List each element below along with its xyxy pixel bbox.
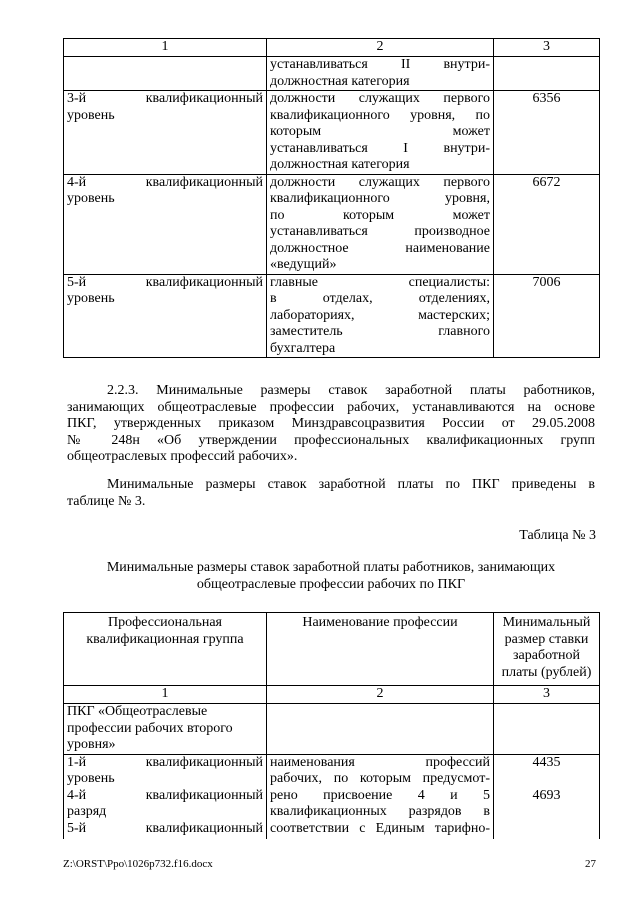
salary-value: 4693	[532, 787, 561, 803]
text-line: которым может	[270, 124, 490, 139]
text-line: профессии рабочих второго	[67, 720, 233, 736]
empty-cell	[267, 704, 494, 755]
text-line: занимающих общеотраслевые профессии рабочих, устанавливаются на основе	[67, 399, 595, 415]
column-number-row	[64, 686, 600, 704]
worker-professions-table	[63, 612, 600, 839]
table-caption	[63, 560, 599, 593]
column-number-2: 2	[267, 39, 494, 57]
text-line: ПКГ, утвержденных приказом Минздравсоцразвития России от 29.05.2008	[67, 416, 595, 431]
text-line: 4-й квалификационный	[67, 787, 263, 803]
header-line: платы (рублей)	[501, 664, 592, 680]
header-line: квалификационная группа	[86, 631, 244, 647]
salary-cell: 6356	[494, 91, 600, 175]
level-cell	[64, 174, 267, 274]
column-number-1: 1	[64, 39, 267, 57]
header-line: Профессиональная	[107, 615, 222, 630]
column-number-2: 2	[267, 686, 494, 704]
salary-cell: 7006	[494, 274, 600, 358]
caption-line: общеотраслевые профессии рабочих по ПКГ	[196, 576, 466, 592]
header-profession-name	[267, 613, 494, 686]
text-line: «ведущий»	[270, 257, 337, 272]
table-header-row	[64, 613, 600, 686]
text-line: общеотраслевых профессий рабочих».	[67, 449, 298, 464]
text-line: должностное наименование	[270, 240, 490, 256]
level-cell	[64, 57, 267, 91]
header-qualification-group	[64, 613, 267, 686]
text-line: устанавливаться производное	[270, 224, 490, 239]
qualification-levels-table	[63, 38, 600, 358]
position-cell	[267, 57, 494, 91]
text-line: должности служащих первого	[270, 91, 490, 106]
table-row	[64, 57, 600, 91]
table-header-row	[64, 39, 600, 57]
text-line: наименования профессий	[270, 754, 490, 770]
text-line: соответствии с Единым тарифно-	[270, 820, 490, 836]
text-line: рено присвоение 4 и 5	[270, 787, 490, 803]
text-line: 4-й квалификационный	[67, 174, 263, 190]
text-line: по которым может	[270, 207, 490, 223]
table-row	[64, 174, 600, 274]
text-line: устанавливаться II внутри-	[270, 57, 490, 72]
column-number-3: 3	[494, 686, 600, 704]
text-line: 5-й квалификационный	[67, 274, 263, 290]
level-cell	[64, 274, 267, 358]
text-line: Минимальные размеры ставок заработной платы по ПКГ приведены в	[107, 477, 595, 492]
text-line: уровня»	[67, 737, 116, 752]
text-line: бухгалтера	[270, 340, 336, 356]
text-line: должностная категория	[270, 157, 410, 172]
text-line: заместитель главного	[270, 324, 490, 339]
text-line: устанавливаться I внутри-	[270, 140, 490, 156]
paragraph-2-2-3	[67, 383, 595, 466]
column-number-1: 1	[64, 686, 267, 704]
text-line: уровень	[67, 291, 115, 306]
text-line: главные специалисты:	[270, 274, 490, 290]
salary-cell	[494, 57, 600, 91]
text-line: квалификационного уровня,	[270, 191, 490, 206]
table-row	[64, 91, 600, 175]
text-line: уровень	[67, 771, 115, 786]
position-cell	[267, 91, 494, 175]
group-row	[64, 704, 600, 755]
table-label: Таблица № 3	[519, 528, 596, 543]
salary-value: 4435	[532, 754, 561, 770]
text-line: 5-й квалификационный	[67, 820, 263, 836]
text-line: уровень	[67, 191, 115, 206]
position-cell	[267, 274, 494, 358]
caption-line: Минимальные размеры ставок заработной платы работников, занимающих	[106, 560, 556, 575]
salary-cell: 6672	[494, 174, 600, 274]
text-line: уровень	[67, 107, 115, 123]
header-line: Минимальный	[502, 615, 591, 630]
table-row	[64, 274, 600, 358]
text-line: лабораториях, мастерских;	[270, 307, 490, 323]
text-line: 1-й квалификационный	[67, 754, 263, 770]
header-line: заработной	[513, 648, 580, 663]
text-line: разряд	[67, 804, 107, 819]
text-line: таблице № 3.	[67, 493, 146, 509]
header-line: размер ставки	[504, 631, 589, 647]
text-line: 3-й квалификационный	[67, 91, 263, 106]
page-number: 27	[585, 858, 596, 870]
group-cell	[64, 704, 267, 755]
footer-file-path: Z:\ORST\Ppo\1026p732.f16.docx	[63, 858, 213, 870]
header-minimum-rate	[494, 613, 600, 686]
text-line: квалификационных разрядов в	[270, 804, 490, 819]
text-line: рабочих, по которым предусмот-	[270, 771, 490, 786]
empty-cell	[494, 704, 600, 755]
level-cell	[64, 91, 267, 175]
text-line: № 248н «Об утверждении профессиональных квалификационных групп	[67, 432, 595, 448]
text-line: должностная категория	[270, 73, 410, 89]
text-line: квалификационного уровня, по	[270, 107, 490, 123]
paragraph-table-reference	[67, 477, 595, 510]
profession-cell	[267, 754, 494, 839]
text-line: 2.2.3. Минимальные размеры ставок заработной платы работников,	[107, 383, 595, 398]
table-row	[64, 754, 600, 839]
column-number-3: 3	[494, 39, 600, 57]
text-line: ПКГ «Общеотраслевые	[67, 704, 208, 719]
header-line: Наименование профессии	[302, 615, 458, 630]
salary-cell	[494, 754, 600, 839]
position-cell	[267, 174, 494, 274]
text-line: в отделах, отделениях,	[270, 291, 490, 306]
text-line: должности служащих первого	[270, 174, 490, 190]
level-cell	[64, 754, 267, 839]
